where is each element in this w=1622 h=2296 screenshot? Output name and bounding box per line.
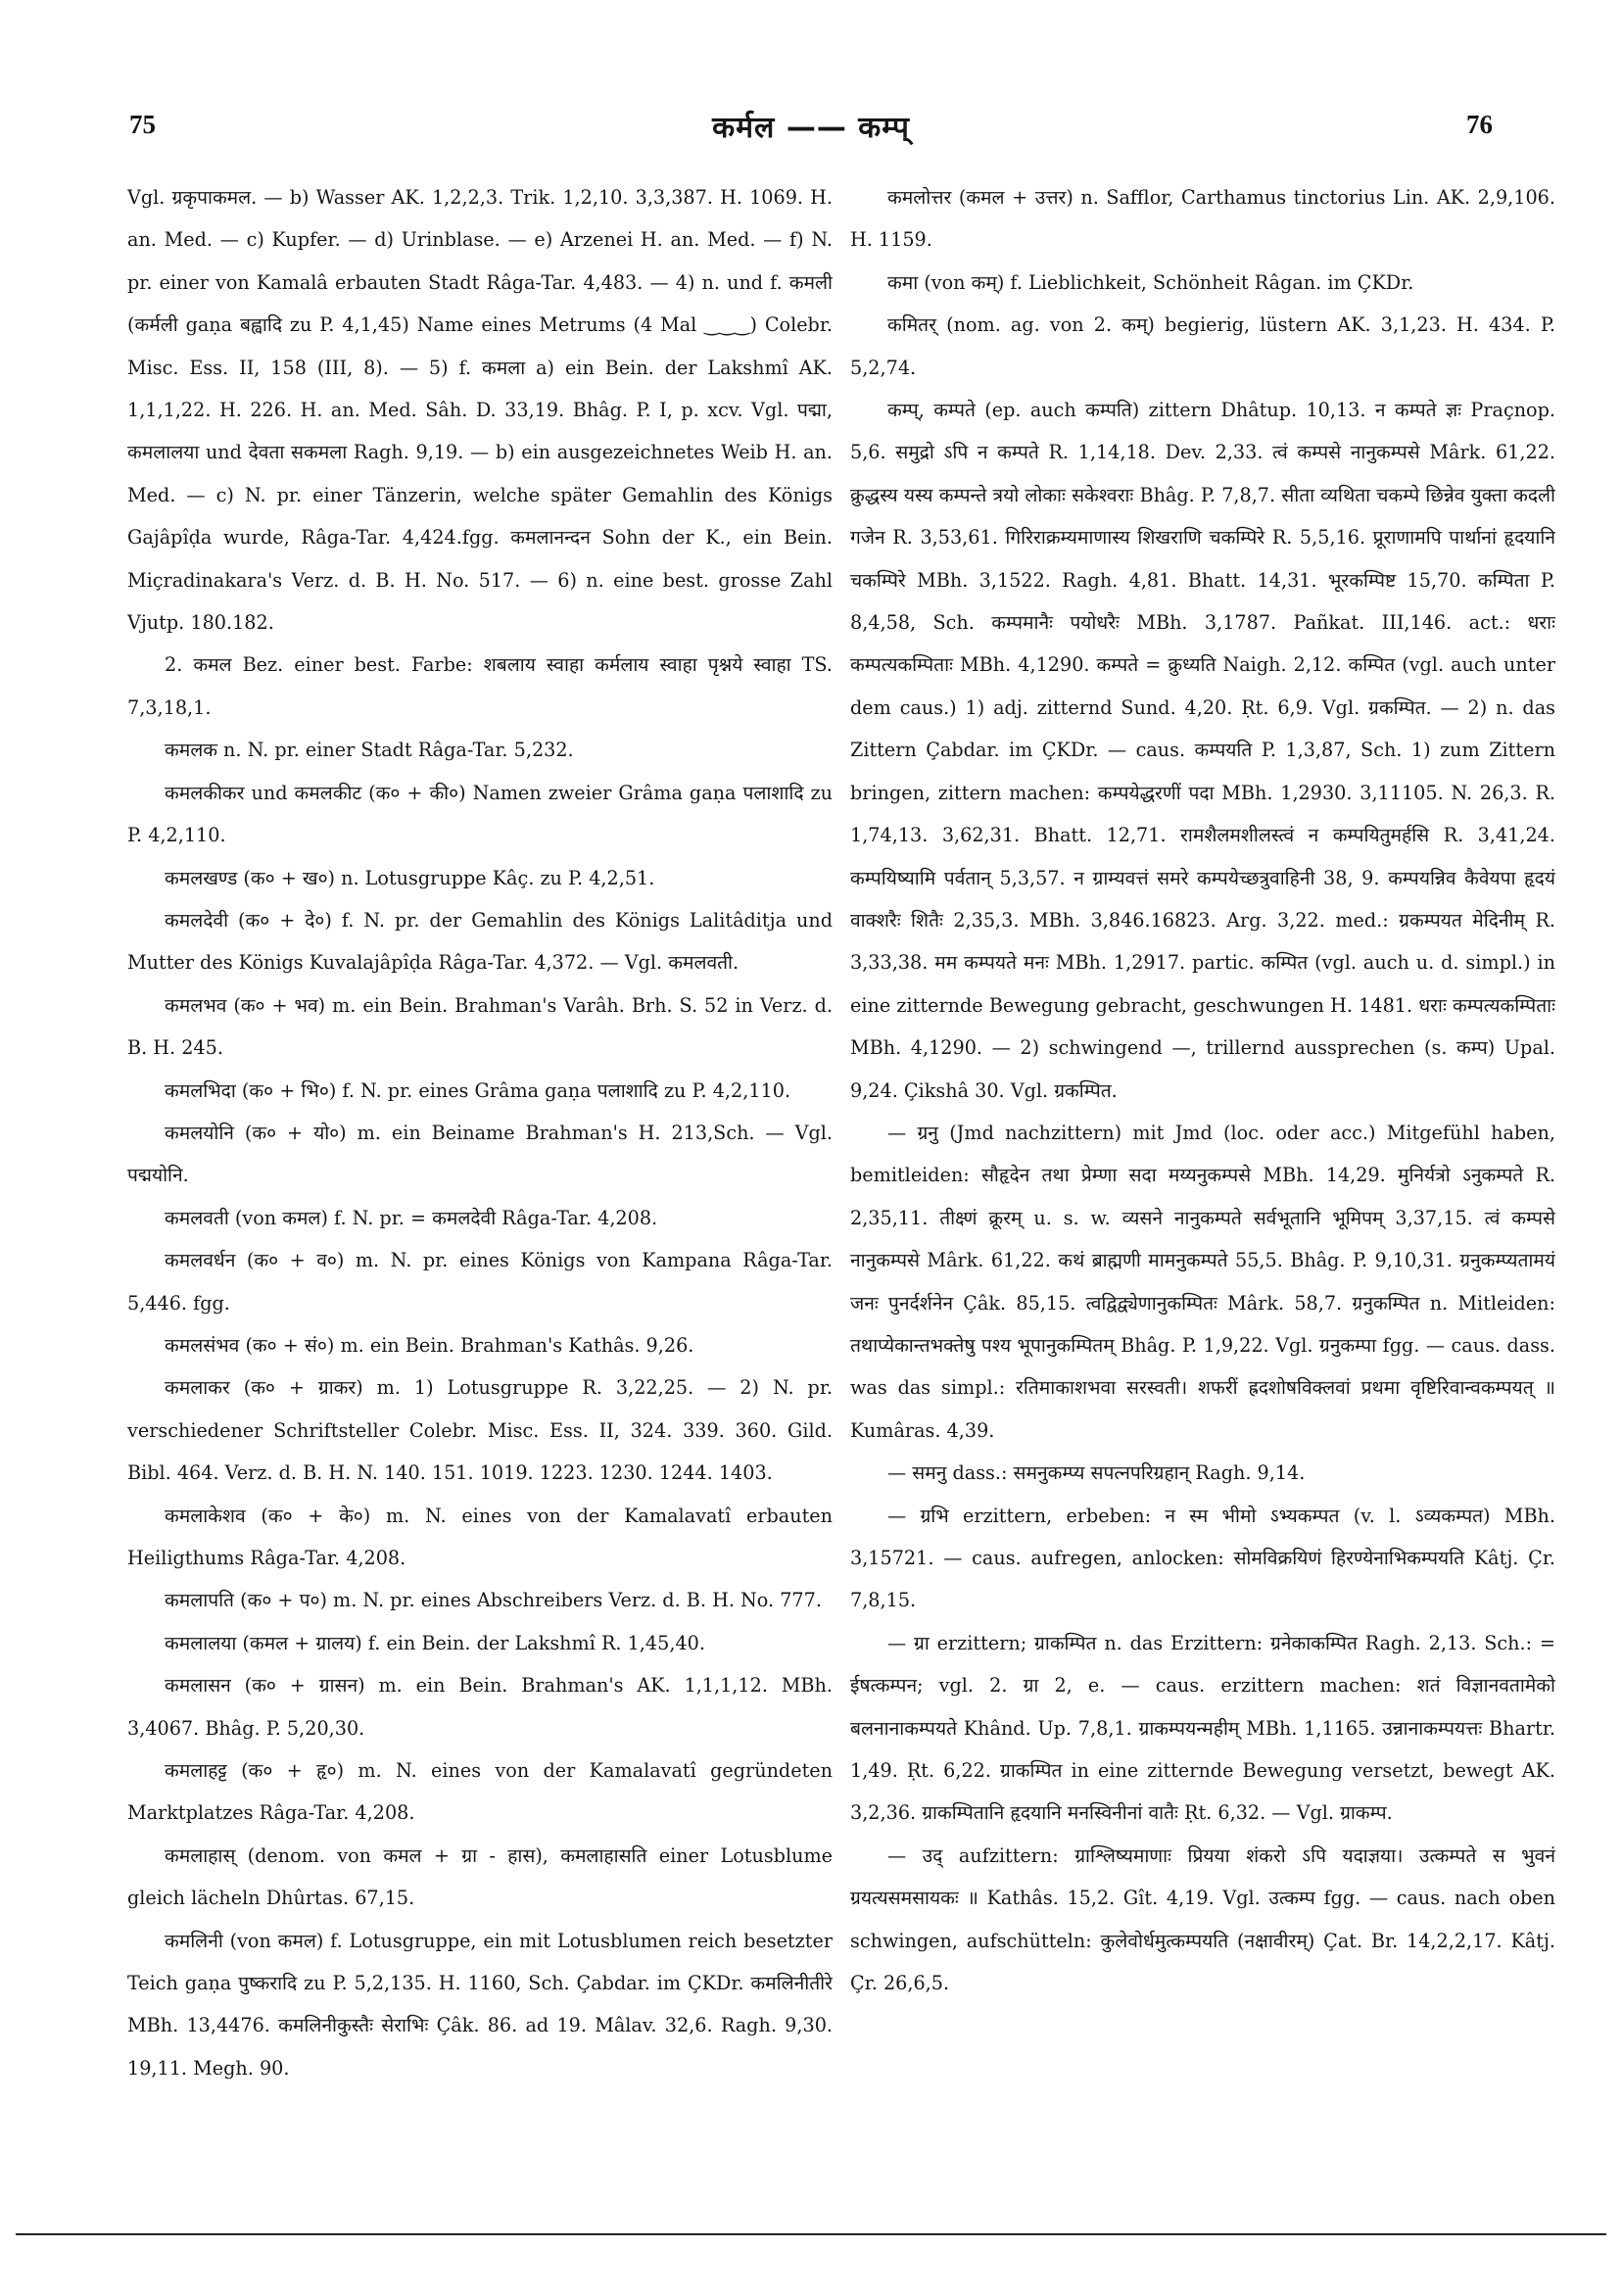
entry-kamalalaya: कमलालया (कमल + ग्रालय) f. ein Bein. der Lakshmî R. 1,45,40.	[165, 1631, 705, 1654]
entry-kamalakeshava: कमलाकेशव (क० + के०) m. N. eines von der Kamalavatî erbauten Heiligthums Râga-Tar. 4,208.	[127, 1504, 833, 1569]
bottom-rule	[16, 2233, 1606, 2235]
entry-kamalakhanda: कमलखण्ड (क० + ख०) n. Lotusgruppe Kâç. zu P. 4,2,51.	[165, 866, 655, 889]
entry-continuation: Vgl. ग्रकृपाकमल. — b) Wasser AK. 1,2,2,3. Trik. 1,2,10. 3,3,387. H. 1069. H. an. Med. — c) Kupfer. — d) Urinblase. — e) Arzenei H. an. Med. — f) N. pr. einer von Kamalâ erbauten Stadt Râga-Tar. 4,483. — 4) n. und f. कमली (कर्मली gaṇa बह्वादि zu P. 4,1,45) Name eines Metrums (4 Mal ‿‿‿) Colebr. Misc. Ess. II, 158 (III, 8). — 5) f. कमला a) ein Bein. der Lakshmî AK. 1,1,1,22. H. 226. H. an. Med. Sâh. D. 33,19. Bhâg. P. I, p. xcv. Vgl. पद्मा, कमलालया und देवता सकमला Ragh. 9,19. — b) ein ausgezeichnetes Weib H. an. Med. — c) N. pr. einer Tänzerin, welche später Gemahlin des Königs Gajâpîḍa wurde, Râga-Tar. 4,424.fgg. कमलानन्दन Sohn der K., ein Bein. Miçradinakara's Verz. d. B. H. No. 517. — 6) n. eine best. grosse Zahl Vjutp. 180.182.	[127, 186, 833, 635]
entry-kamalavardhana: कमलवर्धन (क० + व०) m. N. pr. eines Königs von Kampana Râga-Tar. 5,446. fgg.	[127, 1249, 833, 1315]
entry-kamalahas: कमलाहास् (denom. von कमल + ग्रा - हास), कमलाहासति einer Lotusblume gleich lächeln Dhûrtas. 67,15.	[127, 1843, 833, 1910]
entry-kamp-a: — ग्रा erzittern; ग्राकम्पित n. das Erzittern: ग्रनेकाकम्पित Ragh. 2,13. Sch.: = ईषत्कम्पन; vgl. 2. ग्रा 2, e. — caus. erzittern machen: शतं विज्ञानवतामेको बलनानाकम्पयते Khând. Up. 7,8,1. ग्राकम्पयन्महीम् MBh. 1,1165. उन्नानाकम्पयत्तः Bhartr. 1,49. Ṛt. 6,22. ग्राकम्पित in eine zitternde Bewegung versetzt, bewegt AK. 3,2,36. ग्राकम्पितानि हृदयानि मनस्विनीनां वातैः Ṛt. 6,32. — Vgl. ग्राकम्प.	[850, 1631, 1555, 1825]
entry-kamalahatta: कमलाहट्ट (क० + हृ०) m. N. eines von der Kamalavatî gegründeten Marktplatzes Râga-Tar. 4,208.	[127, 1759, 833, 1825]
entry-kamalabhava: कमलभव (क० + भव) m. ein Bein. Brahman's Varâh. Brh. S. 52 in Verz. d. B. H. 245.	[127, 993, 833, 1060]
left-column	[127, 176, 833, 2155]
page-number-right: 76	[1466, 110, 1493, 139]
entry-kama: कमा (von कम्) f. Lieblichkeit, Schönheit Râgan. im ÇKDr.	[887, 270, 1414, 294]
running-head: कर्मल —— कम्प्	[712, 111, 910, 145]
entry-kamalakikara: कमलकीकर und कमलकीट (क० + की०) Namen zweier Grâma gaṇa पलाशादि zu P. 4,2,110.	[127, 781, 833, 847]
entry-kamalasana: कमलासन (क० + ग्रासन) m. ein Bein. Brahman's AK. 1,1,1,12. MBh. 3,4067. Bhâg. P. 5,20,30.	[127, 1674, 833, 1740]
entry-kamitar: कमितर् (nom. ag. von 2. कम्) begierig, lüstern AK. 3,1,23. H. 434. P. 5,2,74.	[850, 313, 1555, 379]
entry-kamalaka: कमलक n. N. pr. einer Stadt Râga-Tar. 5,232.	[165, 739, 574, 762]
entry-kamalottara: कमलोत्तर (कमल + उत्तर) n. Safflor, Carthamus tinctorius Lin. AK. 2,9,106. H. 1159.	[850, 186, 1555, 252]
entry-kamalapati: कमलापति (क० + प०) m. N. pr. eines Abschreibers Verz. d. B. H. No. 777.	[165, 1589, 822, 1612]
page-header	[129, 110, 1493, 168]
entry-kamalabhida: कमलभिदा (क० + भि०) f. N. pr. eines Grâma gaṇa पलाशादि zu P. 4,2,110.	[165, 1078, 791, 1102]
entry-kamalavati: कमलवती (von कमल) f. N. pr. = कमलदेवी Râga-Tar. 4,208.	[165, 1206, 658, 1229]
page-number-left: 75	[129, 110, 156, 139]
entry-kamaladevi: कमलदेवी (क० + दे०) f. N. pr. der Gemahlin des Königs Lalitâditja und Mutter des Königs Kuvalajâpîḍa Râga-Tar. 4,372. — Vgl. कमलवती.	[127, 908, 833, 975]
entry-kamp-abhi: — ग्रभि erzittern, erbeben: न स्म भीमो ऽभ्यकम्पत (v. l. ऽव्यकम्पत) MBh. 3,15721. — caus. aufregen, anlocken: सोमविक्रयिणं हिरण्येनाभिकम्पयति Kâtj. Çr. 7,8,15.	[850, 1504, 1555, 1612]
entry-kamp-anu: — ग्रनु (Jmd nachzittern) mit Jmd (loc. oder acc.) Mitgefühl haben, bemitleiden: सौहृदेन तथा प्रेम्णा सदा मय्यनुकम्पसे MBh. 14,29. मुनिर्यत्रो ऽनुकम्पते R. 2,35,11. तीक्ष्णं क्रूरम् u. s. w. व्यसने नानुकम्पते सर्वभूतानि भूमिपम् 3,37,15. त्वं कम्पसे नानुकम्पसे Mârk. 61,22. कथं ब्राह्मणी मामनुकम्पते 55,5. Bhâg. P. 9,10,31. ग्रनुकम्प्यतामयं जनः पुनर्दर्शनेन Çâk. 85,15. त्वद्विद्व्येणानुकम्पितः Mârk. 58,7. ग्रनुकम्पित n. Mitleiden: तथाप्येकान्तभक्तेषु पश्य भूपानुकम्पितम् Bhâg. P. 1,9,22. Vgl. ग्रनुकम्पा fgg. — caus. dass. was das simpl.: रतिमाकाशभवा सरस्वती। शफरीं ह्रदशोषविक्लवां प्रथमा वृष्टिरिवान्वकम्पयत् ॥ Kumâras. 4,39.	[850, 1121, 1555, 1442]
entry-kamalayoni: कमलयोनि (क० + यो०) m. ein Beiname Brahman's H. 213,Sch. — Vgl. पद्मयोनि.	[127, 1121, 833, 1187]
entry-2-kamala: 2. कमल Bez. einer best. Farbe: शबलाय स्वाहा कर्मलाय स्वाहा पृश्नये स्वाहा TS. 7,3,18,1.	[127, 653, 833, 719]
entry-kamp-samanu: — समनु dass.: समनुकम्प्य सपत्नपरिग्रहान् Ragh. 9,14.	[887, 1461, 1306, 1485]
entry-kamp: कम्प्, कम्पते (ep. auch कम्पति) zittern Dhâtup. 10,13. न कम्पते ज्ञः Praçnop. 5,6. समुद्रो ऽपि न कम्पते R. 1,14,18. Dev. 2,33. त्वं कम्पसे नानुकम्पसे Mârk. 61,22. क्रुद्धस्य यस्य कम्पन्ते त्रयो लोकाः सकेश्वराः Bhâg. P. 7,8,7. सीता व्यथिता चकम्पे छिन्नेव युक्ता कदली गजेन R. 3,53,61. गिरिराक्रम्यमाणास्य शिखराणि चकम्पिरे R. 5,5,16. प्रूराणामपि पार्थानां हृदयानि चकम्पिरे MBh. 3,1522. Ragh. 4,81. Bhatt. 14,31. भूरकम्पिष्ट 15,70. कम्पिता P. 8,4,58, Sch. कम्पमानैः पयोधरैः MBh. 3,1787. Pañkat. III,146. act.: धराः कम्पत्यकम्पिताः MBh. 4,1290. कम्पते = क्रुध्यति Naigh. 2,12. कम्पित (vgl. auch unter dem caus.) 1) adj. zitternd Sund. 4,20. Ṛt. 6,9. Vgl. ग्रकम्पित. — 2) n. das Zittern Çabdar. im ÇKDr. — caus. कम्पयति P. 1,3,87, Sch. 1) zum Zittern bringen, zittern machen: कम्पयेद्धरणीं पदा MBh. 1,2930. 3,11105. N. 26,3. R. 1,74,13. 3,62,31. Bhatt. 12,71. रामशैलमशीलस्त्वं न कम्पयितुमर्हसि R. 3,41,24. कम्पयिष्यामि पर्वतान् 5,3,57. न ग्राम्यवत्तं समरे कम्पयेच्छत्रुवाहिनी 38, 9. कम्पयन्निव कैवेयपा हृदयं वाक्शरैः शितैः 2,35,3. MBh. 3,846.16823. Arg. 3,22. med.: ग्रकम्पयत मेदिनीम् R. 3,33,38. मम कम्पयते मनः MBh. 1,2917. partic. कम्पित (vgl. auch u. d. simpl.) in eine zitternde Bewegung gebracht, geschwungen H. 1481. धराः कम्पत्यकम्पिताः MBh. 4,1290. — 2) schwingend —, trillernd aussprechen (s. कम्प) Upal. 9,24. Çikshâ 30. Vgl. ग्रकम्पित.	[850, 399, 1555, 1102]
entry-kamalakara: कमलाकर (क० + ग्राकर) m. 1) Lotusgruppe R. 3,22,25. — 2) N. pr. verschiedener Schriftsteller Colebr. Misc. Ess. II, 324. 339. 360. Gild. Bibl. 464. Verz. d. B. H. N. 140. 151. 1019. 1223. 1230. 1244. 1403.	[127, 1376, 833, 1485]
entry-kamalini: कमलिनी (von कमल) f. Lotusgruppe, ein mit Lotusblumen reich besetzter Teich gaṇa पुष्करादि zu P. 5,2,135. H. 1160, Sch. Çabdar. im ÇKDr. कमलिनीतीरे MBh. 13,4476. कमलिनीकुस्तैः सेराभिः Çâk. 86. ad 19. Mâlav. 32,6. Ragh. 9,30. 19,11. Megh. 90.	[127, 1929, 833, 2080]
entry-kamalasambhava: कमलसंभव (क० + सं०) m. ein Bein. Brahman's Kathâs. 9,26.	[165, 1333, 694, 1357]
right-column	[850, 176, 1555, 2155]
entry-kamp-ud: — उद् aufzittern: ग्राश्लिष्यमाणाः प्रियया शंकरो ऽपि यदाज्ञया। उत्कम्पते स भुवनं ग्रयत्यसमसायकः ॥ Kathâs. 15,2. Gît. 4,19. Vgl. उत्कम्प fgg. — caus. nach oben schwingen, aufschütteln: कुलेवोर्धमुत्कम्पयति (नक्षावीरम्) Çat. Br. 14,2,2,17. Kâtj. Çr. 26,6,5.	[850, 1843, 1555, 1995]
